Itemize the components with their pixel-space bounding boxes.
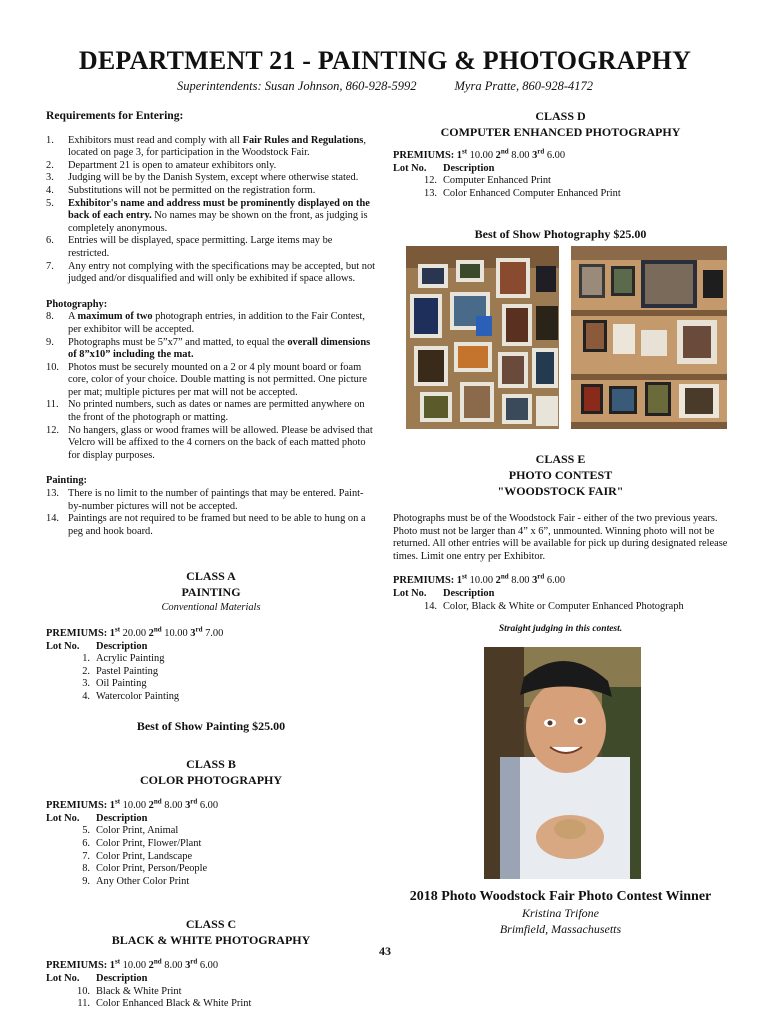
class-a-label: CLASS A [186,569,236,584]
lot-row [393,175,621,188]
contest-winner-caption [393,889,728,937]
lot-description: Color Print, Flower/Plant [96,837,202,849]
straight-judging-note: Straight judging in this contest. [498,624,623,635]
premiums-label: PREMIUMS: [393,575,455,587]
class-a-premiums [46,625,376,641]
requirement-text: No printed numbers, such as dates or names are permitted anywhere on the front of the photograph or matting. [68,399,365,424]
place-label: 1 [109,800,115,812]
lot-no-header: Lot No. [46,972,80,984]
place-label: 1 [456,150,462,161]
place-label: 1 [109,628,115,639]
premiums-label: PREMIUMS: [46,628,108,639]
lot-number: 13. [424,187,437,199]
place-suffix: nd [153,797,162,806]
class-e-quote: "WOODSTOCK FAIR" [497,483,624,498]
requirement-text: Entries will be displayed, space permitting. Large items may be restricted. [68,235,333,259]
class-c-name: BLACK & WHITE PHOTOGRAPHY [111,933,311,948]
requirement-item [46,513,376,538]
premium-amount: 10.00 [164,628,188,639]
lot-description: Color, Black & White or Computer Enhanced Photograph [443,600,684,612]
contest-winner-photo [484,647,641,879]
lot-description: Oil Painting [96,678,147,690]
place-suffix: rd [190,797,198,806]
class-e-lots [393,588,684,613]
photography-heading: Photography: [46,298,108,310]
lot-row [46,998,251,1011]
page-number: 43 [379,944,391,958]
place-label: 2 [495,575,501,587]
requirement-number: 14. [46,513,59,525]
place-label: 3 [190,628,196,639]
place-label: 2 [148,800,154,812]
place-suffix: nd [153,957,162,966]
place-label: 3 [185,800,191,812]
class-d-lots [393,163,621,201]
premium-amount: 6.00 [199,960,219,972]
class-c-premiums [46,957,376,973]
requirement-item [46,135,376,160]
class-b-label: CLASS B [186,757,236,772]
painting-heading: Painting: [46,475,87,487]
class-b-title [46,756,376,788]
requirement-number: 3. [46,172,54,184]
requirement-text: Any entry not complying with the specifications may be accepted, but not judged and/or disqualified and will only be exhibited if space allows. [68,260,376,285]
place-suffix: st [115,957,121,966]
premium-amount: 8.00 [164,960,183,972]
place-label: 3 [532,150,538,161]
lot-description: Pastel Painting [96,665,159,677]
display-wall-photo-right [571,246,727,429]
place-label: 2 [148,960,154,972]
class-e-title [393,451,728,499]
class-d-premiums [393,147,728,163]
class-a-subtitle: Conventional Materials [161,602,261,614]
place-label: 3 [185,960,191,972]
requirement-item [46,172,376,185]
requirement-item [46,198,376,236]
class-b-premiums [46,797,376,813]
requirement-item [46,185,376,198]
requirement-text: Exhibitors must read and comply with all Fair Rules and Regulations, located on page 3, for participation in the Woodstock Fair. [68,134,366,159]
best-of-show-photography: Best of Show Photography $25.00 [474,227,647,242]
class-e-label: CLASS E [535,451,586,466]
lot-description: Acrylic Painting [96,653,165,665]
class-c-label: CLASS C [185,917,237,932]
premiums-label: PREMIUMS: [46,800,108,812]
lot-no-header: Lot No. [46,640,80,652]
premium-amount: 6.00 [199,800,219,812]
place-label: 3 [532,575,538,587]
place-label: 1 [456,575,462,587]
lot-row [46,863,207,876]
premium-amount: 20.00 [122,628,147,639]
lot-no-header: Lot No. [46,812,80,824]
class-a-title [46,568,376,600]
lot-row [46,986,251,999]
lot-description: Color Enhanced Computer Enhanced Print [443,187,621,199]
requirement-number: 6. [46,235,54,247]
requirement-item [46,261,376,286]
lot-row [46,691,179,704]
lot-description: Color Print, Person/People [96,863,208,875]
lot-number: 12. [424,175,437,187]
lot-no-header: Lot No. [393,587,427,599]
winner-title: 2018 Photo Woodstock Fair Photo Contest Winner [409,889,712,904]
general-requirements [46,135,376,286]
place-suffix: rd [537,147,545,156]
lot-row [46,838,207,851]
requirement-item [46,160,376,173]
class-b-name: COLOR PHOTOGRAPHY [139,773,283,788]
lot-description: Computer Enhanced Print [443,175,551,187]
requirement-text: There is no limit to the number of paintings that may be entered. Paint-by-number pictures will not be accepted. [68,488,364,512]
class-b-lots [46,813,207,889]
place-suffix: rd [195,625,203,634]
description-header: Description [96,640,148,652]
page-title: DEPARTMENT 21 - PAINTING & PHOTOGRAPHY [78,46,692,75]
description-header: Description [96,972,148,984]
place-suffix: rd [537,572,545,581]
premium-amount: 8.00 [511,150,530,161]
lot-description: Any Other Color Print [96,875,190,887]
lot-number: 9. [82,875,90,887]
class-e-description: Photographs must be of the Woodstock Fair - either of the two previous years. Photo must not be larger than 4” x 6”, unmounted. Winning photo will not be returned. All other entries will be available for pick up during designated release times. Limit one entry per Exhibitor. [393,512,728,562]
requirement-item [46,399,376,424]
description-header: Description [443,587,495,599]
requirement-item [46,488,376,513]
place-label: 2 [495,150,501,161]
lot-number: 10. [77,985,90,997]
requirements-heading: Requirements for Entering: [46,109,184,122]
lot-description: Color Enhanced Black & White Print [96,998,252,1010]
requirement-text: Substitutions will not be permitted on the registration form. [68,184,316,196]
requirement-text: A maximum of two photograph entries, in addition to the Fair Contest, per exhibitor will be accepted. [68,311,365,335]
requirement-item [46,235,376,260]
lot-no-header: Lot No. [393,162,427,174]
requirement-text: Photos must be securely mounted on a 2 or 4 ply mount board or foam core, color of your choice. Double matting is not permitted. One picture per mat; multiple pictures per mat will not be accepted. [68,361,367,398]
lot-number: 1. [82,653,90,665]
requirement-item [46,337,376,362]
place-suffix: nd [153,625,162,634]
premium-amount: 10.00 [122,960,147,972]
requirement-number: 1. [46,134,54,146]
lot-number: 7. [82,850,90,862]
lot-row [46,678,179,691]
place-suffix: st [115,625,121,634]
photography-requirements [46,311,376,462]
requirement-number: 12. [46,424,59,436]
requirement-text: Photographs must be 5”x7” and matted, to equal the overall dimensions of 8”x10” including the mat. [68,336,371,361]
lot-row [393,188,621,201]
premium-amount: 8.00 [511,575,530,587]
lot-number: 4. [82,690,90,702]
lot-description: Color Print, Animal [96,825,179,837]
requirement-number: 10. [46,361,59,373]
left-column [46,110,376,1011]
requirement-text: No hangers, glass or wood frames will be allowed. Please be advised that Velcro will be affixed to the 4 corners on the back of each matted photo for display purposes. [68,424,373,461]
winner-location: Brimfield, Massachusetts [499,922,622,936]
class-e-name: PHOTO CONTEST [508,467,613,482]
winner-name: Kristina Trifone [521,906,600,920]
superintendent-2: Myra Pratte, 860-928-4172 [454,79,594,93]
premium-amount: 10.00 [469,575,494,587]
lot-number: 6. [82,837,90,849]
premium-amount: 10.00 [469,150,494,161]
place-suffix: rd [190,957,198,966]
lot-number: 14. [424,600,437,612]
premium-amount: 8.00 [164,800,183,812]
requirement-item [46,362,376,400]
premium-amount: 6.00 [546,575,566,587]
lot-row [46,825,207,838]
requirement-text: Paintings are not required to be framed but need to be able to hung on a peg and hook board. [68,513,366,537]
lot-row [393,601,684,614]
requirement-number: 7. [46,260,54,272]
display-wall-photo-left [406,246,559,429]
place-suffix: st [115,797,121,806]
requirement-item [46,425,376,463]
place-label: 1 [109,960,115,972]
place-suffix: nd [500,147,509,156]
requirement-text: Department 21 is open to amateur exhibitors only. [68,159,277,171]
lot-row [46,851,207,864]
painting-requirements [46,488,376,538]
premiums-label: PREMIUMS: [46,960,108,972]
premium-amount: 10.00 [122,800,147,812]
lot-description: Black & White Print [96,985,182,997]
lot-description: Color Print, Landscape [96,850,193,862]
requirement-item [46,311,376,336]
class-a-lots [46,641,179,704]
lot-number: 11. [77,998,90,1010]
class-d-label: CLASS D [535,109,586,123]
place-suffix: st [462,147,468,156]
place-suffix: st [462,572,468,581]
requirement-number: 8. [46,311,54,323]
requirement-number: 11. [46,399,59,411]
lot-number: 3. [82,678,90,690]
premiums-label: PREMIUMS: [393,150,455,161]
lot-row [46,666,179,679]
requirement-number: 2. [46,159,54,171]
superintendent-1: Superintendents: Susan Johnson, 860-928-5992 [176,79,417,93]
lot-row [46,876,207,889]
lot-number: 2. [82,665,90,677]
requirement-number: 9. [46,336,54,348]
class-e-premiums [393,572,728,588]
class-a-name: PAINTING [181,585,241,600]
lot-description: Watercolor Painting [96,690,180,702]
requirement-number: 13. [46,488,59,500]
place-label: 2 [148,628,154,639]
lot-number: 5. [82,825,90,837]
superintendents [0,79,770,94]
class-d-name: COMPUTER ENHANCED PHOTOGRAPHY [440,125,681,139]
class-d-title [393,108,728,140]
requirement-text: Exhibitor's name and address must be prominently displayed on the back of each entry. No names may be shown on the front, as judging is completely anonymous. [68,197,370,234]
description-header: Description [443,162,495,174]
best-of-show-painting: Best of Show Painting $25.00 [136,718,286,733]
requirement-text: Judging will be by the Danish System, except where otherwise stated. [68,172,359,184]
description-header: Description [96,812,148,824]
lot-number: 8. [82,863,90,875]
class-c-lots [46,973,251,1011]
premium-amount: 7.00 [205,628,224,639]
requirement-number: 5. [46,197,54,209]
premium-amount: 6.00 [546,150,566,161]
place-suffix: nd [500,572,509,581]
lot-row [46,653,179,666]
requirement-number: 4. [46,184,54,196]
